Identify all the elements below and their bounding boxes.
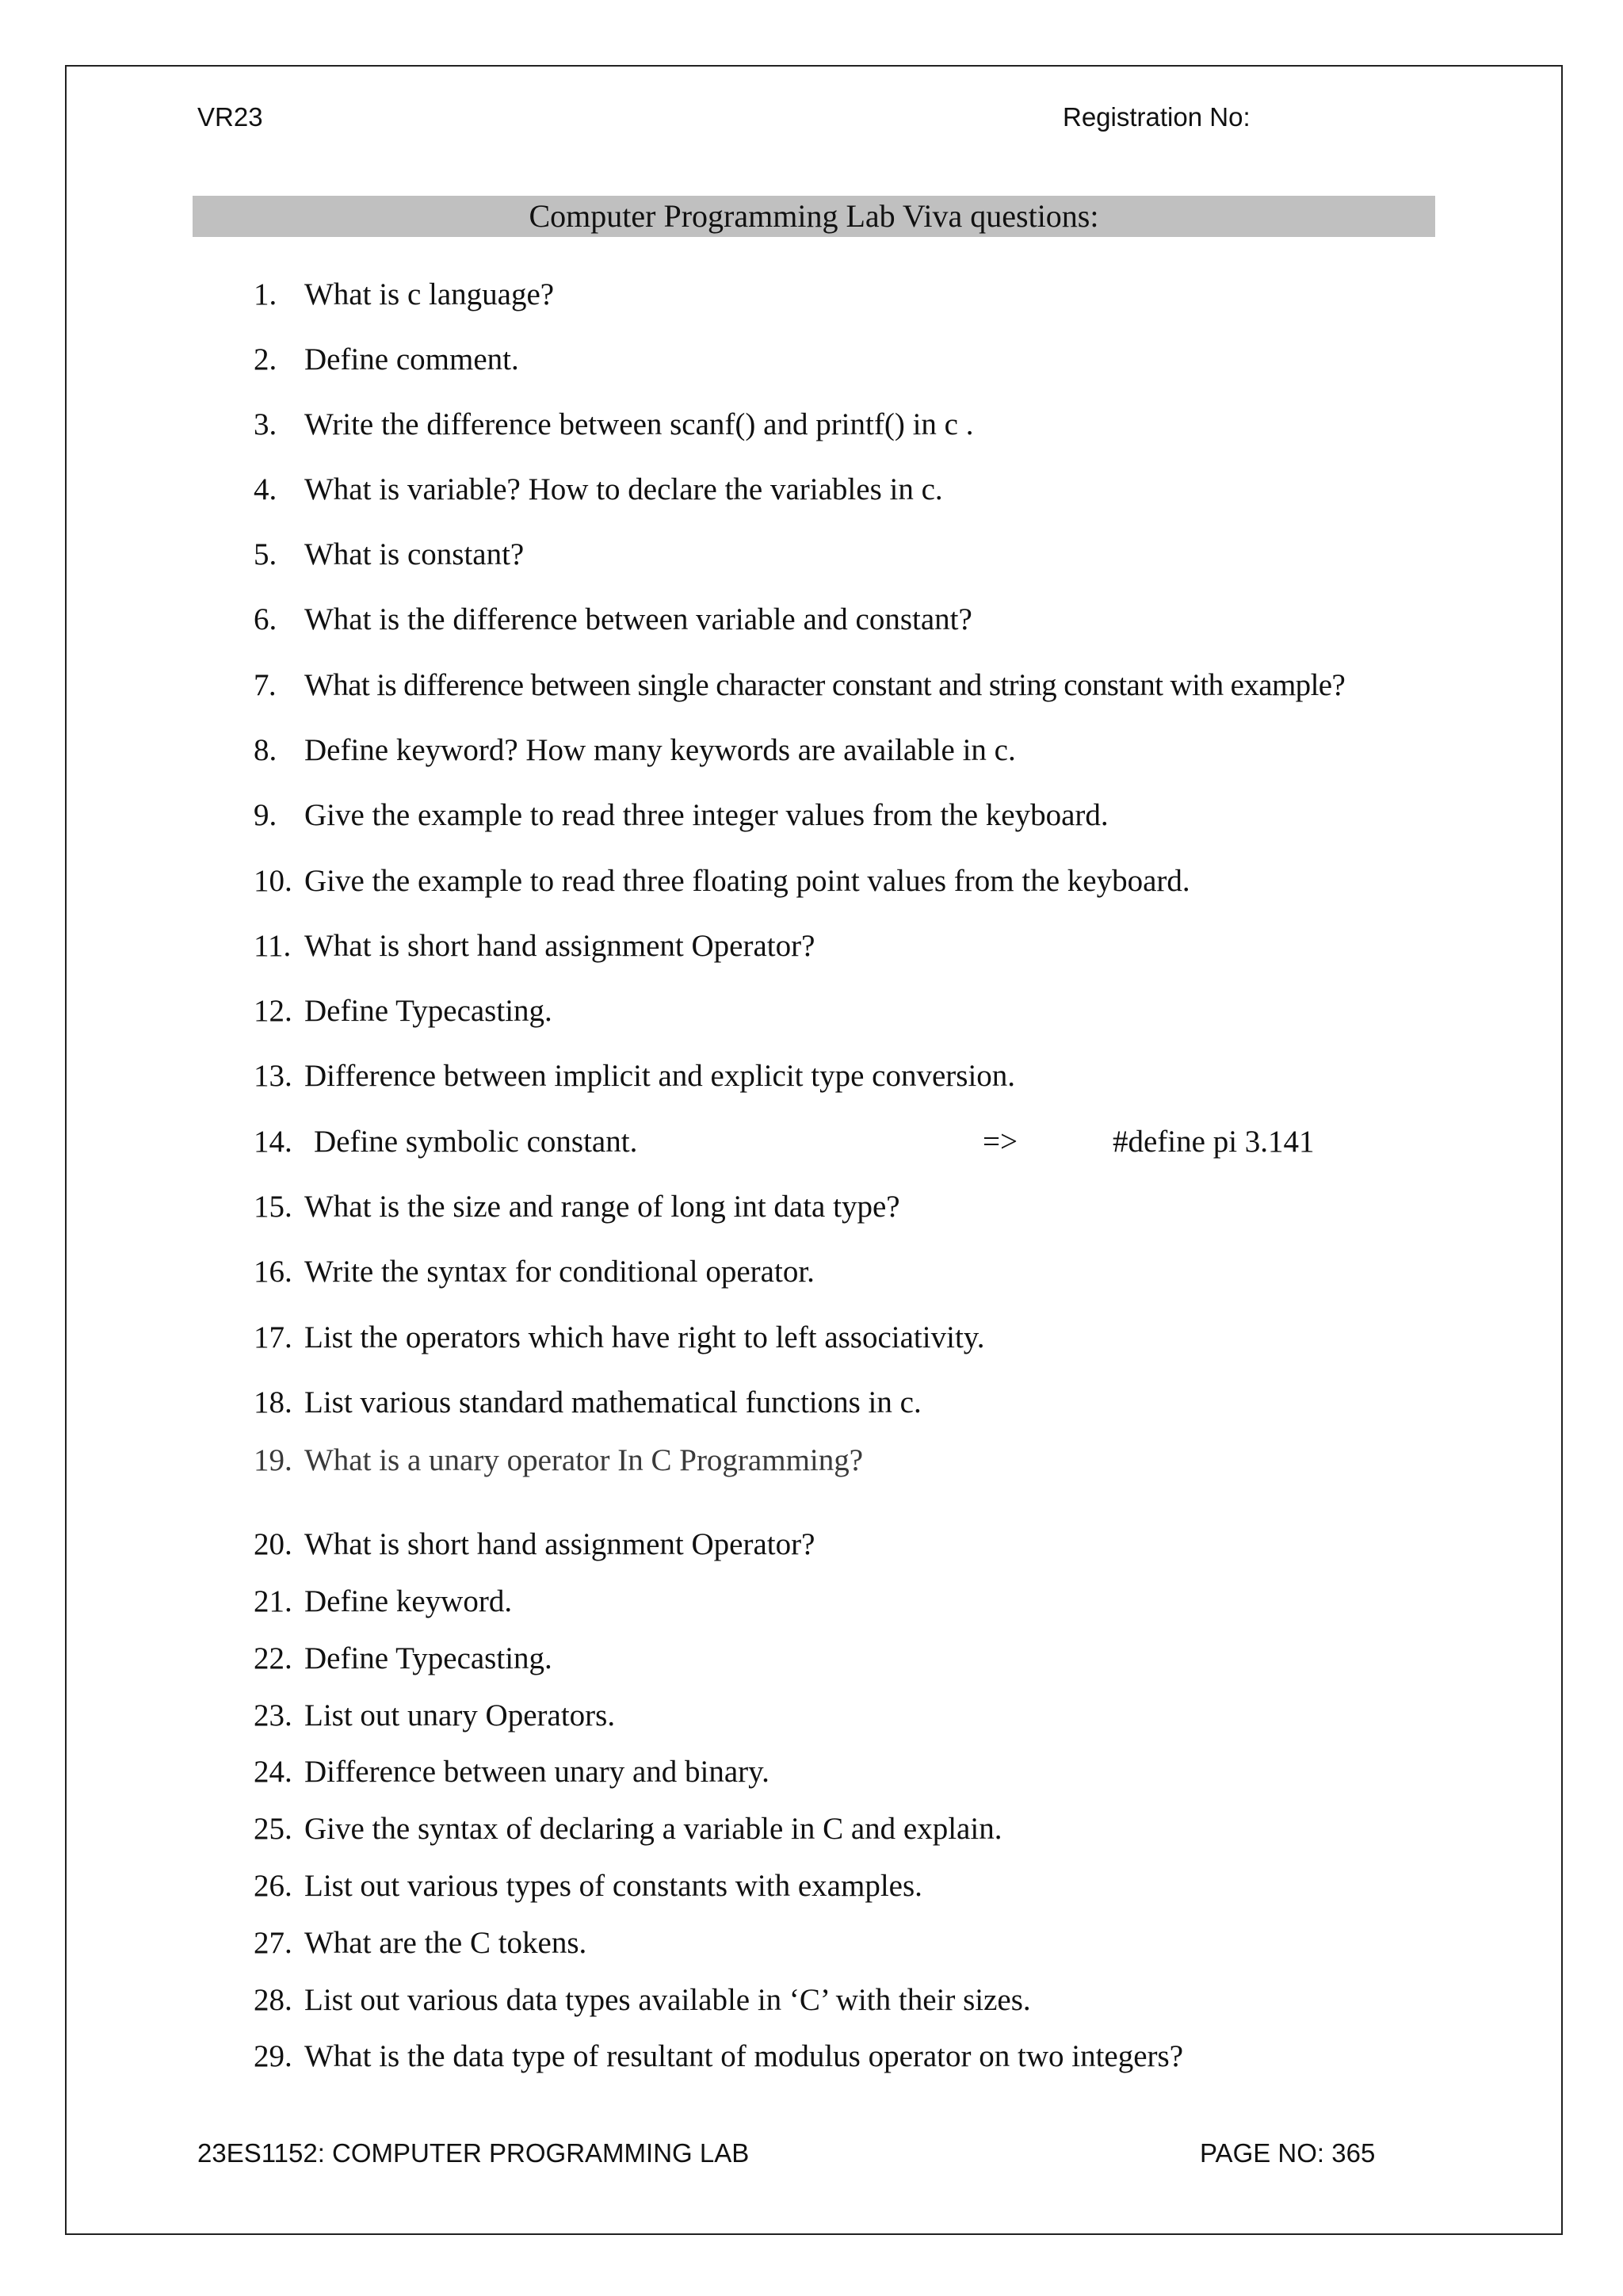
question-16 [254, 1254, 815, 1290]
question-text: What is the data type of resultant of modulus operator on two integers? [304, 2039, 1184, 2073]
question-text: What is a unary operator In C Programming? [304, 1443, 864, 1477]
question-number: 10. [254, 864, 292, 898]
question-number: 18. [254, 1385, 292, 1419]
question-number: 26. [254, 1869, 292, 1903]
question-number: 14. [254, 1125, 292, 1159]
footer-course-code: 23ES1152: COMPUTER PROGRAMMING LAB [197, 2138, 750, 2168]
question-number: 9. [254, 798, 277, 832]
question-number: 15. [254, 1190, 292, 1224]
question-text: Write the syntax for conditional operator. [304, 1255, 815, 1289]
question-text: What is short hand assignment Operator? [304, 929, 815, 963]
question-number: 4. [254, 472, 277, 506]
question-number: 28. [254, 1983, 292, 2017]
question-text: Give the syntax of declaring a variable in C and explain. [304, 1812, 1002, 1846]
question-10 [254, 863, 1190, 900]
question-24 [254, 1754, 769, 1790]
question-number: 22. [254, 1641, 292, 1675]
question-number: 8. [254, 733, 277, 767]
question-text: Difference between unary and binary. [304, 1755, 769, 1789]
question-number: 29. [254, 2039, 292, 2073]
header-left: VR23 [197, 102, 263, 132]
question-14 [254, 1124, 1442, 1160]
question-text: Give the example to read three floating point values from the keyboard. [304, 864, 1190, 898]
question-25 [254, 1811, 1002, 1847]
question-7 [254, 667, 1345, 704]
question-29 [254, 2038, 1183, 2075]
question-text: List out unary Operators. [304, 1698, 616, 1733]
question-text: What is c language? [304, 277, 555, 311]
question-number: 17. [254, 1320, 292, 1354]
question-22 [254, 1641, 552, 1677]
question-text: List out various data types available in ‘C’ with their sizes. [304, 1983, 1031, 2017]
question-number: 23. [254, 1698, 292, 1733]
question-13 [254, 1058, 1015, 1095]
question-number: 12. [254, 994, 292, 1028]
question-text: What is the difference between variable and constant? [304, 602, 972, 636]
question-number: 24. [254, 1755, 292, 1789]
question-5 [254, 537, 524, 573]
question-12 [254, 993, 552, 1030]
question-text: Give the example to read three integer values from the keyboard. [304, 798, 1109, 832]
question-number: 6. [254, 602, 277, 636]
question-18 [254, 1385, 922, 1421]
question-number: 19. [254, 1443, 292, 1477]
question-text: Define symbolic constant. [314, 1125, 638, 1159]
question-number: 21. [254, 1584, 292, 1618]
question-text: What is difference between single character constant and string constant with example? [304, 668, 1346, 702]
footer-page-number: PAGE NO: 365 [1200, 2138, 1376, 2168]
page-title: Computer Programming Lab Viva questions: [193, 196, 1435, 237]
question-6 [254, 602, 972, 638]
question-1 [254, 277, 554, 313]
question-number: 13. [254, 1059, 292, 1093]
question-number: 20. [254, 1527, 292, 1561]
question-text: Define Typecasting. [304, 1641, 552, 1675]
question-text: What is constant? [304, 537, 525, 571]
question-27 [254, 1925, 586, 1962]
question-3 [254, 407, 973, 443]
question-number: 5. [254, 537, 277, 571]
question-text: What is short hand assignment Operator? [304, 1527, 815, 1561]
question-number: 3. [254, 407, 277, 441]
question-8 [254, 732, 1016, 769]
question-text: What is variable? How to declare the variables in c. [304, 472, 943, 506]
question-number: 1. [254, 277, 277, 311]
question-text: Define comment. [304, 342, 519, 376]
question-20 [254, 1526, 815, 1563]
question-number: 7. [254, 668, 277, 702]
question-text: Define keyword. [304, 1584, 513, 1618]
question-26 [254, 1868, 922, 1904]
question-4 [254, 472, 943, 508]
question-text: List various standard mathematical functions in c. [304, 1385, 922, 1419]
question-number: 11. [254, 929, 292, 963]
question-text: Define Typecasting. [304, 994, 552, 1028]
question-23 [254, 1698, 615, 1734]
header-registration-label: Registration No: [1063, 102, 1251, 132]
question-11 [254, 928, 815, 965]
question-17 [254, 1320, 985, 1356]
question-text: List out various types of constants with examples. [304, 1869, 922, 1903]
question-text: Difference between implicit and explicit type conversion. [304, 1059, 1016, 1093]
question-text: Define keyword? How many keywords are available in c. [304, 733, 1016, 767]
question-text: List the operators which have right to left associativity. [304, 1320, 985, 1354]
question-21 [254, 1584, 512, 1620]
arrow-symbol: => [983, 1125, 1018, 1159]
question-text: What is the size and range of long int data type? [304, 1190, 900, 1224]
question-9 [254, 797, 1109, 834]
question-number: 25. [254, 1812, 292, 1846]
question-19 [254, 1442, 863, 1479]
question-28 [254, 1982, 1031, 2019]
define-example: #define pi 3.141 [1113, 1125, 1315, 1159]
question-text: What are the C tokens. [304, 1926, 587, 1960]
question-number: 16. [254, 1255, 292, 1289]
question-2 [254, 342, 519, 378]
question-number: 27. [254, 1926, 292, 1960]
question-number: 2. [254, 342, 277, 376]
question-15 [254, 1189, 900, 1225]
question-text: Write the difference between scanf() and printf() in c . [304, 407, 974, 441]
